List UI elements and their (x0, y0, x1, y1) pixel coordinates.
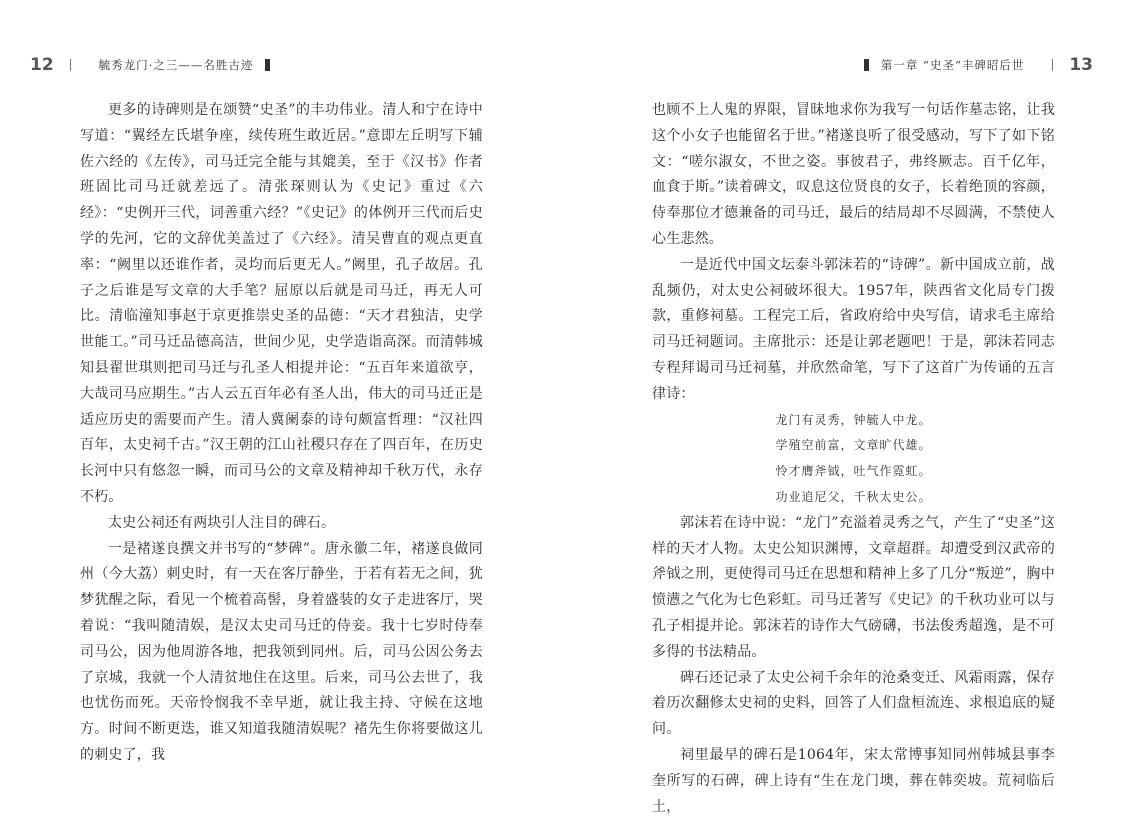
paragraph: 祠里最早的碑石是1064年，宋太常博事知同州韩城县事李奎所写的石碑，碑上诗有“生在龙门墺，葬在韩奕坡。荒祠临后土， (652, 746, 1055, 815)
paragraph: 一是近代中国文坛泰斗郭沫若的“诗碑”。新中国成立前，战乱频仍，对太史公祠破坏很大。1957年，陕西省文化局专门拨款，重修祠墓。工程完工后，省政府给中央写信，请求毛主席给司马迁祠题词。主席批示：还是让郭老题吧！于是，郭沫若同志专程拜谒司马迁祠墓，并欣然命笔，写下了这首广为传诵的五言律诗： (652, 256, 1055, 402)
paragraph: 郭沫若在诗中说：“龙门”充溢着灵秀之气，产生了“史圣”这样的天才人物。太史公知识渊博，文章超群。却遭受到汉武帝的斧钺之刑，更使得司马迁在思想和精神上多了几分“叛逆”，胸中愤懑之气化为七色彩虹。司马迁著写《史记》的千秋功业可以与孔子相提并论。郭沫若的诗作大气磅礴，书法俊秀超逸，是不可多得的书法精品。 (652, 514, 1055, 660)
right-page-number: 13 (1069, 55, 1093, 75)
left-page-number: 12 (30, 55, 54, 75)
left-page-header (30, 52, 270, 78)
poem-line: 怜才膺斧钺，吐气作霓虹。 (775, 464, 932, 479)
paragraph: 一是褚遂良撰文并书写的“梦碑”。唐永徽二年，褚遂良做同州（今大荔）刺史时，有一天在客厅静坐，于若有若无之间，犹梦犹醒之际，看见一个梳着高髻，身着盛装的女子走进客厅，哭着说：“我叫随清娱，是汉太史司马迁的侍妾。我十七岁时侍奉司马公，因为他周游各地，把我领到同州。后，司马公因公务去了京城，我就一个人清贫地住在这里。后来，司马公去世了，我也忧伤而死。天帝怜悯我不幸早逝，就让我主持、守候在这地方。时间不断更迭，谁又知道我随清娱呢？褚先生你将要做这儿的刺史了，我 (80, 540, 483, 763)
poem-line: 龙门有灵秀，钟毓人中龙。 (775, 412, 932, 427)
left-page-body (80, 98, 483, 769)
poem-line: 学殖空前富，文章旷代雄。 (775, 438, 932, 453)
header-divider (70, 59, 71, 71)
left-running-title: 毓秀龙门·之三——名胜古迹 (98, 58, 254, 72)
header-divider (1052, 59, 1053, 71)
paragraph: 太史公祠还有两块引人注目的碑石。 (108, 514, 336, 531)
right-running-title: 第一章 “史圣”丰碑昭后世 (880, 58, 1025, 72)
poem (652, 408, 1055, 511)
right-page-header (864, 52, 1093, 78)
header-block-mark (265, 59, 270, 71)
paragraph-continued: 也顾不上人鬼的界限，冒昧地求你为我写一句话作墓志铭，让我这个小女子也能留名于世。”褚遂良听了很受感动，写下了如下铭文：“嗟尔淑女，不世之姿。事彼君子，弗终厥志。百千亿年，血食于斯。”读着碑文，叹息这位贤良的女子，长着绝顶的容颜，侍奉那位才德兼备的司马迁，最后的结局却不尽圆满，不禁使人心生悲然。 (652, 102, 1055, 247)
paragraph: 碑石还记录了太史公祠千余年的沧桑变迁、风霜雨露，保存着历次翻修太史祠的史料，回答了人们盘桓流连、求根追底的疑问。 (652, 669, 1055, 738)
poem-line: 功业追尼父，千秋太史公。 (775, 489, 932, 504)
right-page-body (652, 98, 1055, 820)
paragraph: 更多的诗碑则是在颂赞“史圣”的丰功伟业。清人和宁在诗中写道：“翼经左氏堪争座，续传班生敢近居。”意即左丘明写下辅佐六经的《左传》，司马迁完全能与其媲美，至于《汉书》作者班固比司马迁就差远了。清张琛则认为《史记》重过《六经》：“史例开三代，词善重六经？”《史记》的体例开三代而后史学的先河，它的文辞优美盖过了《六经》。清吴曹直的观点更直率：“阙里以还谁作者，灵均而后更无人。”阙里，孔子故居。孔子之后谁是写文章的大手笔？屈原以后就是司马迁，再无人可比。清临潼知事赵于京更推崇史圣的品德：“天才君独洁，史学世能工。”司马迁品德高洁，世间少见，史学造诣高深。而清韩城知县翟世琪则把司马迁与孔圣人相提并论：“五百年来道欲亨，大哉司马应期生。”古人云五百年必有圣人出，伟大的司马迁正是适应历史的需要而产生。清人冀阑泰的诗句颇富哲理：“汉社四百年，太史祠千古。”汉王朝的江山社稷只存在了四百年，在历史长河中只有悠忽一瞬，而司马公的文章及精神却千秋万代，永存不朽。 (80, 102, 483, 505)
header-block-mark (864, 59, 869, 71)
